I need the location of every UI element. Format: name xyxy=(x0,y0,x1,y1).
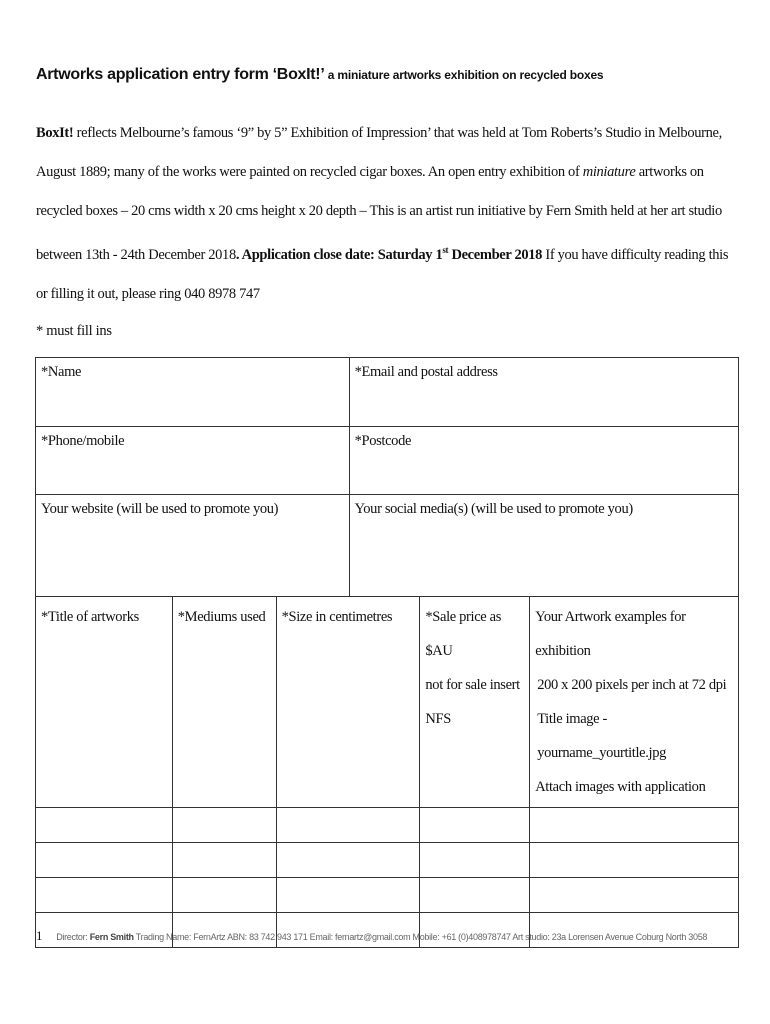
artwork-size-cell[interactable] xyxy=(276,843,420,878)
social-field[interactable] xyxy=(349,495,738,597)
postcode-label: *Postcode xyxy=(354,433,412,449)
artwork-title-cell[interactable] xyxy=(36,878,173,913)
email-field[interactable] xyxy=(349,358,738,427)
page-footer xyxy=(36,928,756,944)
artwork-size-cell[interactable] xyxy=(276,808,420,843)
must-fill-note: * must fill ins xyxy=(36,323,112,339)
artwork-medium-cell[interactable] xyxy=(172,843,276,878)
intro-text-3: If you have difficulty reading this or filling it out, please ring 040 8978 747 xyxy=(36,246,729,302)
social-label: Your social media(s) (will be used to promote you) xyxy=(354,501,633,517)
mediums-col-header: *Mediums used xyxy=(172,597,276,808)
footer-details: Trading Name: FernArtz ABN: 83 742 943 171 Email: fernartz@gmail.com Mobile: +61 (0)408978747 Art studio: 23a Lorensen Avenue Coburg North 3058 xyxy=(133,932,708,942)
intro-boxit: BoxIt! xyxy=(36,125,74,141)
artwork-price-cell[interactable] xyxy=(420,843,530,878)
artwork-image-cell[interactable] xyxy=(530,808,739,843)
artwork-row xyxy=(36,808,739,843)
artwork-medium-cell[interactable] xyxy=(172,808,276,843)
intro-dot: . xyxy=(235,246,242,263)
price-col-header: *Sale price as $AU not for sale insert NFS xyxy=(420,597,530,808)
close-date: Application close date: Saturday 1st December 2018 xyxy=(241,245,543,263)
form-title xyxy=(36,66,746,84)
artwork-row xyxy=(36,878,739,913)
artworks-table xyxy=(35,596,739,948)
artwork-image-cell[interactable] xyxy=(530,843,739,878)
artwork-price-cell[interactable] xyxy=(420,808,530,843)
director-name: Fern Smith xyxy=(89,932,134,942)
artwork-image-cell[interactable] xyxy=(530,878,739,913)
intro-text-2: artworks on recycled boxes – 20 cms width x 20 cms height x 20 depth – This is an artist run initiative by Fern Smith held at her art studio between 13th - 24th December 2018 xyxy=(36,164,722,263)
website-field[interactable] xyxy=(36,495,350,597)
website-label: Your website (will be used to promote you) xyxy=(41,501,279,517)
title-col-header: *Title of artworks xyxy=(36,597,173,808)
director-label: Director: xyxy=(56,932,90,942)
artwork-price-cell[interactable] xyxy=(420,878,530,913)
size-col-header: *Size in centimetres xyxy=(276,597,420,808)
intro-miniature: miniature xyxy=(582,164,636,180)
intro-text-1: reflects Melbourne’s famous ‘9” by 5” Exhibition of Impression’ that was held at Tom Roberts’s Studio in Melbourne, August 1889; many of the works were painted on recycled cigar boxes. An open entry exhibition of xyxy=(36,125,722,180)
name-field[interactable] xyxy=(36,358,350,427)
phone-field[interactable] xyxy=(36,427,350,495)
phone-label: *Phone/mobile xyxy=(41,433,125,449)
intro-paragraph xyxy=(36,114,736,314)
email-label: *Email and postal address xyxy=(354,364,498,380)
artwork-title-cell[interactable] xyxy=(36,808,173,843)
artwork-row xyxy=(36,843,739,878)
form-subtitle: a miniature artworks exhibition on recycled boxes xyxy=(327,68,604,82)
artwork-size-cell[interactable] xyxy=(276,878,420,913)
name-label: *Name xyxy=(41,364,82,380)
artwork-title-cell[interactable] xyxy=(36,843,173,878)
postcode-field[interactable] xyxy=(349,427,738,495)
examples-col-header: Your Artwork examples for exhibition 200 x 200 pixels per inch at 72 dpi Title image - yourname_yourtitle.jpg Attach images with application xyxy=(530,597,739,808)
page-number: 1 xyxy=(36,928,43,943)
form-title-main: Artworks application entry form ‘BoxIt!’ xyxy=(36,66,324,83)
contact-table xyxy=(35,357,739,597)
artwork-medium-cell[interactable] xyxy=(172,878,276,913)
